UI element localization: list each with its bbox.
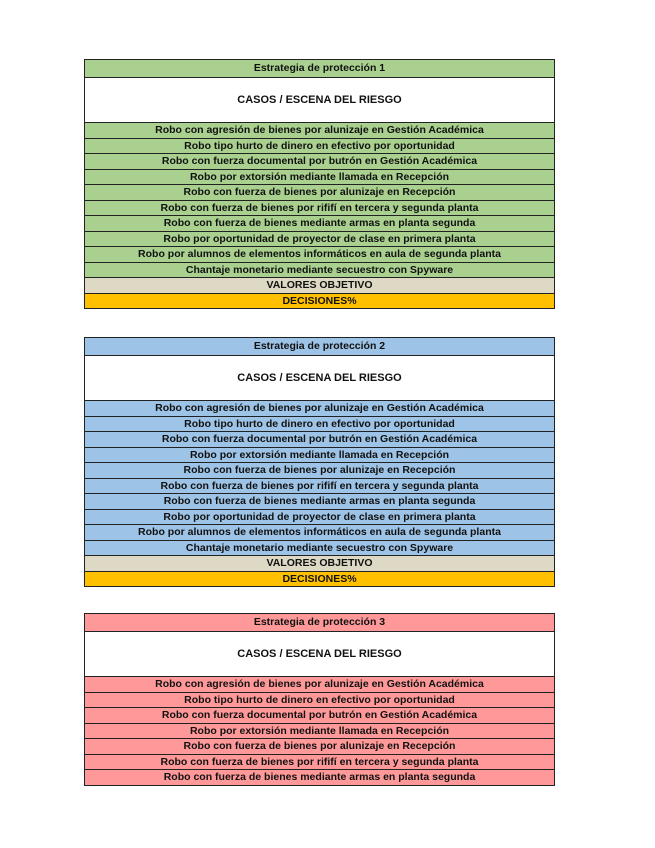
case-row: Chantaje monetario mediante secuestro con Spyware: [85, 541, 555, 557]
case-row: Robo por alumnos de elementos informáticos en aula de segunda planta: [85, 247, 555, 263]
case-row: Robo con fuerza de bienes por alunizaje en Recepción: [85, 185, 555, 201]
strategy-title: Estrategia de protección 1: [85, 60, 555, 78]
case-row: Robo con fuerza de bienes por rififí en tercera y segunda planta: [85, 755, 555, 771]
strategy-title: Estrategia de protección 2: [85, 338, 555, 356]
case-row: Robo por extorsión mediante llamada en Recepción: [85, 170, 555, 186]
case-row: Robo con agresión de bienes por alunizaje en Gestión Académica: [85, 401, 555, 417]
cases-header: CASOS / ESCENA DEL RIESGO: [85, 356, 555, 401]
case-row: Robo con fuerza de bienes mediante armas en planta segunda: [85, 494, 555, 510]
case-row: Chantaje monetario mediante secuestro con Spyware: [85, 263, 555, 279]
decisions-row: DECISIONES%: [85, 572, 555, 588]
case-row: Robo por alumnos de elementos informáticos en aula de segunda planta: [85, 525, 555, 541]
target-values-row: VALORES OBJETIVO: [85, 556, 555, 572]
decisions-row: DECISIONES%: [85, 294, 555, 310]
case-row: Robo con fuerza de bienes mediante armas en planta segunda: [85, 216, 555, 232]
case-row: Robo con fuerza de bienes por alunizaje en Recepción: [85, 463, 555, 479]
case-row: Robo con agresión de bienes por alunizaje en Gestión Académica: [85, 123, 555, 139]
strategy-table-3: [84, 613, 555, 786]
case-row: Robo con fuerza documental por butrón en Gestión Académica: [85, 708, 555, 724]
case-row: Robo con fuerza documental por butrón en Gestión Académica: [85, 432, 555, 448]
case-row: Robo por oportunidad de proyector de clase en primera planta: [85, 232, 555, 248]
case-row: Robo con fuerza de bienes mediante armas en planta segunda: [85, 770, 555, 786]
case-row: Robo por extorsión mediante llamada en Recepción: [85, 448, 555, 464]
case-row: Robo con fuerza de bienes por rififí en tercera y segunda planta: [85, 479, 555, 495]
case-row: Robo por oportunidad de proyector de clase en primera planta: [85, 510, 555, 526]
case-row: Robo con fuerza documental por butrón en Gestión Académica: [85, 154, 555, 170]
case-row: Robo con fuerza de bienes por alunizaje en Recepción: [85, 739, 555, 755]
target-values-row: VALORES OBJETIVO: [85, 278, 555, 294]
case-row: Robo por extorsión mediante llamada en Recepción: [85, 724, 555, 740]
strategy-table-1: [84, 59, 555, 309]
case-row: Robo tipo hurto de dinero en efectivo por oportunidad: [85, 139, 555, 155]
case-row: Robo tipo hurto de dinero en efectivo por oportunidad: [85, 417, 555, 433]
case-row: Robo con agresión de bienes por alunizaje en Gestión Académica: [85, 677, 555, 693]
case-row: Robo tipo hurto de dinero en efectivo por oportunidad: [85, 693, 555, 709]
cases-header: CASOS / ESCENA DEL RIESGO: [85, 632, 555, 677]
strategy-table-2: [84, 337, 555, 587]
strategy-title: Estrategia de protección 3: [85, 614, 555, 632]
case-row: Robo con fuerza de bienes por rififí en tercera y segunda planta: [85, 201, 555, 217]
cases-header: CASOS / ESCENA DEL RIESGO: [85, 78, 555, 123]
